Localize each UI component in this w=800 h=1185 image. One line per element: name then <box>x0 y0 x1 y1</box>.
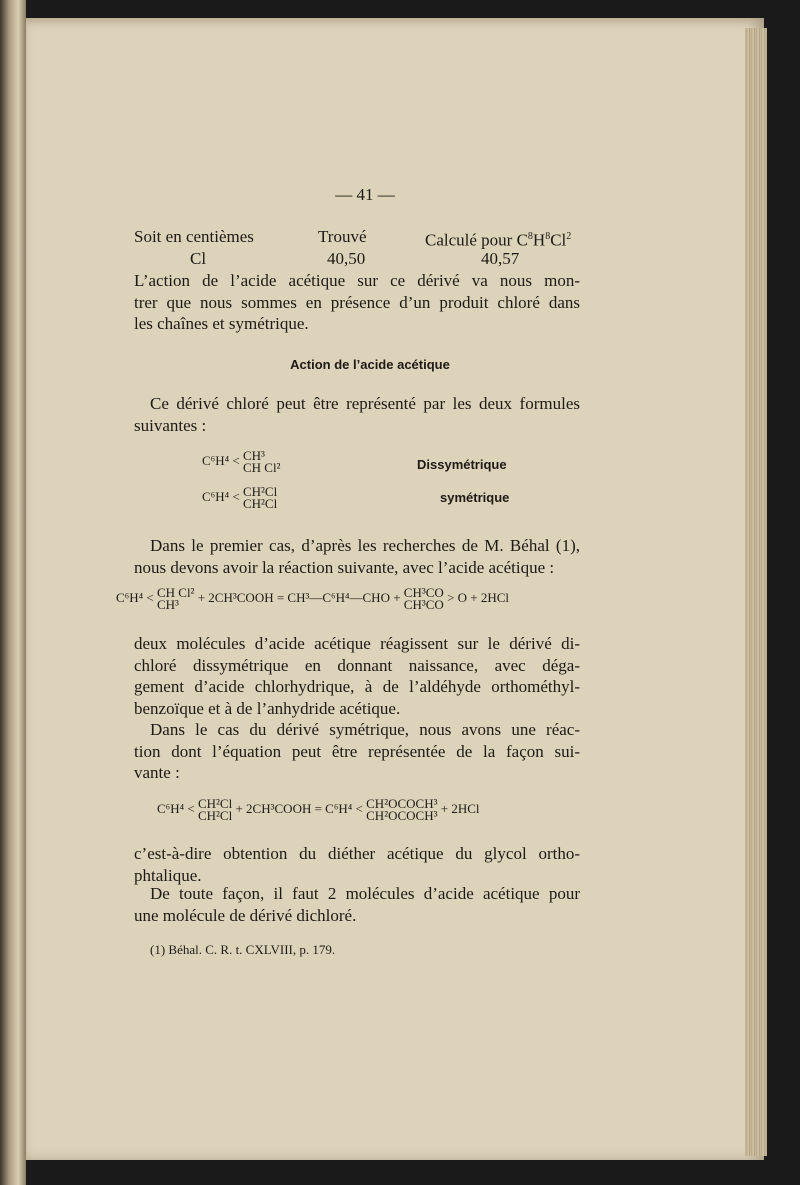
text-line: vante : <box>134 763 180 782</box>
text-line: suivantes : <box>134 415 207 435</box>
results-calc-value: 40,57 <box>481 249 520 268</box>
text-line: une molécule de dérivé dichloré. <box>134 905 357 925</box>
text-line: Dans le premier cas, d’après les recherches de M. Béhal (1), <box>150 536 580 555</box>
paragraph-3 <box>134 535 580 578</box>
left-page-edge <box>0 0 26 1185</box>
results-label: Soit en centièmes <box>134 227 254 246</box>
paragraph-7 <box>134 883 580 926</box>
text-line: phtalique. <box>134 865 202 885</box>
text-line: les chaînes et symétrique. <box>134 314 309 333</box>
text-line: chloré dissymétrique en donnant naissance, avec déga- <box>134 655 580 675</box>
paragraph-4 <box>134 633 580 719</box>
text-line: nous devons avoir la réaction suivante, avec l’acide acétique : <box>134 557 555 577</box>
text-line: deux molécules d’acide acétique réagissent sur le dérivé di- <box>134 634 580 653</box>
paragraph-1 <box>134 270 580 335</box>
paragraph-2 <box>134 393 580 436</box>
results-calc-header: Calculé pour $C^8H^8Cl^2$ <box>425 230 572 250</box>
results-element: Cl <box>190 249 207 268</box>
text-line: c’est-à-dire obtention du diéther acétique du glycol ortho- <box>134 844 580 863</box>
footnote: (1) Béhal. C. R. t. CXLVIII, p. 179. <box>150 942 336 957</box>
equation-symmetric: C⁶H⁴ < CH²Cl CH²Cl + 2CH³COOH = C⁶H⁴ < CH²OCOCH³ CH²OCOCH³ + 2HCl <box>157 796 480 823</box>
text-line: Dans le cas du dérivé symétrique, nous avons une réac- <box>150 720 580 739</box>
text-line: benzoïque et à de l’anhydride acétique. <box>134 698 401 718</box>
text-line: De toute façon, il faut 2 molécules d’acide acétique pour <box>150 884 580 903</box>
text-line: Ce dérivé chloré peut être représenté par les deux formules <box>150 394 580 413</box>
paragraph-6 <box>134 843 580 886</box>
text-line: L’action de l’acide acétique sur ce dérivé va nous mon- <box>134 271 580 290</box>
page-stack-edge <box>745 28 767 1156</box>
results-found-header: Trouvé <box>318 227 367 246</box>
paragraph-5 <box>134 719 580 784</box>
formula-symmetric: C⁶H⁴ < CH²Cl CH²Cl <box>202 484 278 511</box>
equation-dissymmetric: C⁶H⁴ < CH Cl² CH³ + 2CH³COOH = CH³—C⁶H⁴—CHO + CH³CO CH³CO > O + 2HCl <box>116 585 510 612</box>
text-line: tion dont l’équation peut être représentée de la façon sui- <box>134 741 580 761</box>
label-dissymmetric: Dissymétrique <box>417 457 507 472</box>
text-line: gement d’acide chlorhydrique, à de l’aldéhyde orthométhyl- <box>134 677 580 696</box>
text-line: trer que nous sommes en présence d’un produit chloré dans <box>134 292 580 312</box>
label-symmetric: symétrique <box>440 490 510 505</box>
results-found-value: 40,50 <box>327 249 366 268</box>
page-number: — 41 — <box>335 185 395 204</box>
section-heading: Action de l’acide acétique <box>290 357 450 372</box>
formula-dissymmetric: C⁶H⁴ < CH³ CH Cl² <box>202 448 281 475</box>
